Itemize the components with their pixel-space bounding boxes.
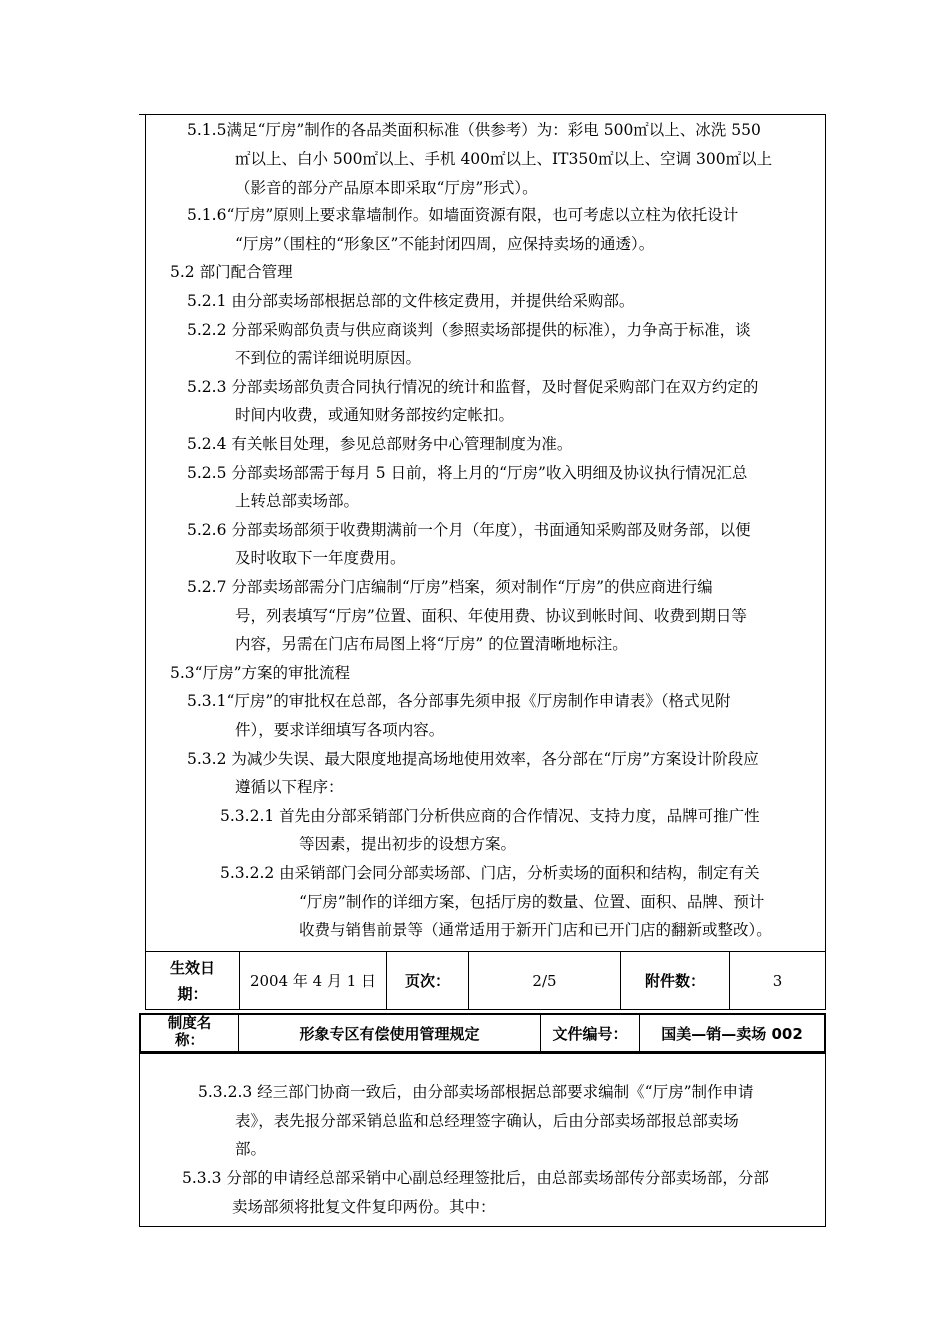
text-line: 5.3“厅房”方案的审批流程 xyxy=(170,664,350,682)
text-line: 5.3.1“厅房”的审批权在总部，各分部事先须申报《厅房制作申请表》（格式见附 xyxy=(187,692,731,710)
text-line: 件），要求详细填写各项内容。 xyxy=(235,721,445,739)
text-line: 收费与销售前景等（通常适用于新开门店和已开门店的翻新或整改）。 xyxy=(299,921,772,939)
text-line: 5.2.7 分部卖场部需分门店编制“厅房”档案，须对制作“厅房”的供应商进行编 xyxy=(187,578,713,596)
text-line: 表》，表先报分部采销总监和总经理签字确认，后由分部卖场部报总部卖场 xyxy=(235,1112,739,1130)
text-line: 不到位的需详细说明原因。 xyxy=(235,349,422,367)
effective-date-label-line2: 期： xyxy=(177,984,208,1003)
text-line: 号，列表填写“厅房”位置、面积、年使用费、协议到帐时间、收费到期日等 xyxy=(235,607,747,625)
effective-date-label xyxy=(146,952,240,1009)
text-line: 遵循以下程序： xyxy=(235,778,344,796)
document-number-value: 国美—销—卖场 002 xyxy=(661,1024,803,1043)
text-line: 部。 xyxy=(235,1140,267,1158)
text-line: 上转总部卖场部。 xyxy=(235,492,360,510)
text-line: 内容，另需在门店布局图上将“厅房” 的位置清晰地标注。 xyxy=(235,635,628,653)
text-line: 5.3.2 为减少失误、最大限度地提高场地使用效率，各分部在“厅房”方案设计阶段应 xyxy=(187,750,759,768)
text-line: 时间内收费，或通知财务部按约定帐扣。 xyxy=(235,406,515,424)
effective-date-value: 2004 年 4 月 1 日 xyxy=(240,952,387,1009)
text-line: 5.1.5满足“厅房”制作的各品类面积标准（供参考）为：彩电 500㎡以上、冰洗 550 xyxy=(187,121,761,139)
page-number-value: 2/5 xyxy=(469,952,621,1009)
policy-name-label-line2: 称： xyxy=(175,1033,204,1049)
policy-name-label-line1: 制度名 xyxy=(167,1016,212,1032)
text-line: 5.2 部门配合管理 xyxy=(170,263,293,281)
text-line: 5.2.2 分部采购部负责与供应商谈判（参照卖场部提供的标准），力争高于标准，谈 xyxy=(187,321,751,339)
text-line: 5.2.5 分部卖场部需于每月 5 日前，将上月的“厅房”收入明细及协议执行情况汇总 xyxy=(187,464,748,482)
attachment-count-label: 附件数： xyxy=(621,952,730,1009)
text-line: 5.2.4 有关帐目处理，参见总部财务中心管理制度为准。 xyxy=(187,435,573,453)
text-line: 及时收取下一年度费用。 xyxy=(235,549,406,567)
text-line: 5.3.3 分部的申请经总部采销中心副总经理签批后，由总部卖场部传分部卖场部，分部 xyxy=(182,1169,769,1187)
effective-date-label-line1: 生效日 xyxy=(169,958,215,977)
text-line: 卖场部须将批复文件复印两份。其中： xyxy=(232,1198,496,1216)
policy-name-label xyxy=(141,1015,239,1051)
text-line: 5.2.6 分部卖场部须于收费期满前一个月（年度），书面通知采购部及财务部，以便 xyxy=(187,521,751,539)
text-line: 5.2.3 分部卖场部负责合同执行情况的统计和监督，及时督促采购部门在双方约定的 xyxy=(187,378,759,396)
document-number-label: 文件编号： xyxy=(541,1015,640,1051)
text-line: （影音的部分产品原本即采取“厅房”形式）。 xyxy=(235,179,538,197)
header-table xyxy=(139,1013,826,1053)
text-line: “厅房”制作的详细方案，包括厅房的数量、位置、面积、品牌、预计 xyxy=(299,893,765,911)
text-line: “厅房”（围柱的“形象区”不能封闭四周，应保持卖场的通透）。 xyxy=(235,235,655,253)
text-line: 5.1.6“厅房”原则上要求靠墙制作。如墙面资源有限，也可考虑以立柱为依托设计 xyxy=(187,206,739,224)
text-line: 等因素，提出初步的设想方案。 xyxy=(299,835,517,853)
footer-table xyxy=(145,951,826,1010)
page-number-label: 页次： xyxy=(387,952,469,1009)
text-line: ㎡以上、白小 500㎡以上、手机 400㎡以上、IT350㎡以上、空调 300㎡以上 xyxy=(235,150,773,168)
text-line: 5.3.2.3 经三部门协商一致后，由分部卖场部根据总部要求编制《“厅房”制作申请 xyxy=(198,1083,754,1101)
policy-name-value: 形象专区有偿使用管理规定 xyxy=(239,1015,541,1051)
text-line: 5.3.2.1 首先由分部采销部门分析供应商的合作情况、支持力度，品牌可推广性 xyxy=(220,807,760,825)
attachment-count-value: 3 xyxy=(772,971,783,990)
text-line: 5.3.2.2 由采销部门会同分部卖场部、门店，分析卖场的面积和结构，制定有关 xyxy=(220,864,760,882)
text-line: 5.2.1 由分部卖场部根据总部的文件核定费用，并提供给采购部。 xyxy=(187,292,635,310)
